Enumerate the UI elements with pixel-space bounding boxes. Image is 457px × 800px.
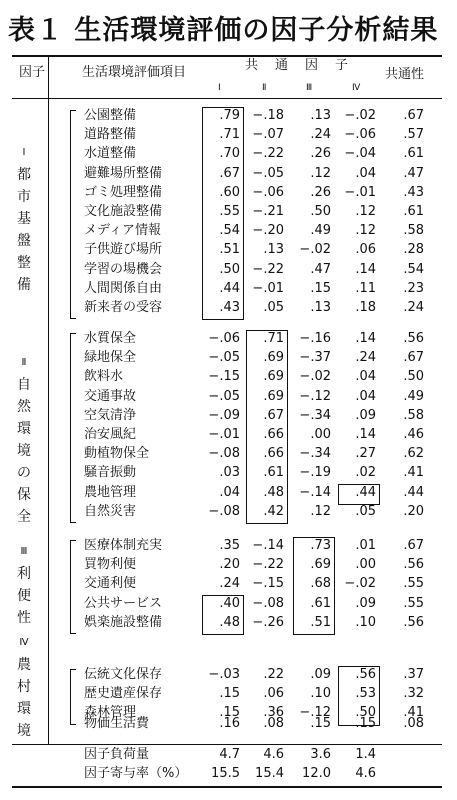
loading-value: −.22 <box>252 261 284 277</box>
loading-value: .79 <box>219 108 240 123</box>
loading-value: .09 <box>310 667 331 682</box>
loading-value: −.16 <box>299 331 331 346</box>
loading-value: .71 <box>219 127 240 143</box>
loading-value: .18 <box>355 300 376 315</box>
group-label-char: 盤 <box>17 233 31 249</box>
loading-value: .69 <box>310 557 331 573</box>
loading-value: −.04 <box>344 146 376 162</box>
loading-value: −.02 <box>344 108 376 123</box>
group-label-char: 境 <box>17 443 31 459</box>
table-summary-rule <box>12 744 442 745</box>
communality-value: .32 <box>403 686 424 702</box>
group-bracket <box>70 669 76 725</box>
group-label-char: 利 <box>17 566 31 582</box>
loading-value: .68 <box>310 576 331 592</box>
communality-value: .61 <box>403 204 424 219</box>
communality-value: .24 <box>403 300 424 315</box>
communality-value: .23 <box>403 280 424 296</box>
loading-value: −.14 <box>252 538 284 553</box>
communality-value: .43 <box>403 184 424 200</box>
loading-value: .71 <box>263 331 284 346</box>
loading-value: .36 <box>263 705 284 721</box>
table-header-rule <box>12 98 442 99</box>
table-row-item: 物価生活費 <box>84 716 150 731</box>
communality-value: .67 <box>403 538 424 553</box>
loading-value: .13 <box>310 108 331 123</box>
loading-value: .15 <box>355 716 376 731</box>
loading-value: .04 <box>355 165 376 181</box>
loading-value: .50 <box>219 261 240 277</box>
summary-label: 因子負荷量 <box>84 747 150 762</box>
group-label-char: 境 <box>17 723 31 739</box>
table-row-item: 騒音振動 <box>84 465 137 481</box>
loading-value: .12 <box>310 165 331 181</box>
group-label-char: 環 <box>17 421 31 437</box>
loading-value: .49 <box>310 223 331 239</box>
loading-value: −.08 <box>208 446 240 462</box>
group-label <box>14 142 34 296</box>
loading-value: .35 <box>219 538 240 553</box>
loading-value: .14 <box>355 261 376 277</box>
loading-value: .48 <box>263 484 284 500</box>
loading-value: −.03 <box>208 667 240 682</box>
table-row-item: 飲料水 <box>84 369 124 385</box>
loading-value: −.01 <box>208 427 240 442</box>
loading-value: .60 <box>219 184 240 200</box>
table-row-item: 自然災害 <box>84 503 137 519</box>
loading-value: .51 <box>219 242 240 258</box>
communality-value: .58 <box>403 407 424 423</box>
summary-value: 1.4 <box>355 747 376 762</box>
loading-value: .47 <box>310 261 331 277</box>
loading-value: .42 <box>263 503 284 519</box>
header-communality: 共通性 <box>385 67 425 82</box>
loading-value: −.22 <box>252 146 284 162</box>
loading-value: −.08 <box>208 503 240 519</box>
loading-value: −.07 <box>252 127 284 143</box>
group-label-char: 村 <box>17 679 31 695</box>
loading-value: .03 <box>219 465 240 481</box>
loading-value: .69 <box>263 350 284 366</box>
table-row-item: ゴミ処理整備 <box>84 184 163 200</box>
group-label <box>14 352 34 528</box>
header-factor: 因子 <box>19 65 46 80</box>
loading-value: .12 <box>355 204 376 219</box>
table-row-item: 交通利便 <box>84 576 137 592</box>
communality-value: .67 <box>403 350 424 366</box>
group-label <box>14 632 34 742</box>
loading-value: .69 <box>263 388 284 404</box>
group-label-char: 備 <box>17 277 31 293</box>
loading-highlight-box <box>202 107 244 320</box>
loading-value: −.34 <box>299 446 331 462</box>
communality-value: .56 <box>403 557 424 573</box>
loading-value: .73 <box>310 538 331 553</box>
loading-value: .66 <box>263 446 284 462</box>
communality-value: .55 <box>403 576 424 592</box>
header-roman-3: Ⅲ <box>306 83 313 93</box>
loading-value: .43 <box>219 300 240 315</box>
communality-value: .41 <box>403 705 424 721</box>
summary-value: 15.4 <box>255 766 284 781</box>
loading-value: .14 <box>355 331 376 346</box>
communality-value: .49 <box>403 388 424 404</box>
communality-value: .46 <box>403 427 424 442</box>
loading-value: .09 <box>355 595 376 611</box>
group-bracket <box>70 540 76 634</box>
group-label-char: 性 <box>17 610 31 626</box>
group-label-char: 市 <box>17 189 31 205</box>
loading-value: .14 <box>355 427 376 442</box>
loading-value: −.02 <box>299 242 331 258</box>
loading-value: .05 <box>263 300 284 315</box>
loading-value: .56 <box>355 667 376 682</box>
loading-value: .12 <box>310 503 331 519</box>
communality-value: .56 <box>403 614 424 630</box>
loading-value: .15 <box>219 686 240 702</box>
loading-highlight-box <box>338 484 380 505</box>
communality-value: .61 <box>403 146 424 162</box>
loading-value: .26 <box>310 184 331 200</box>
group-bracket <box>70 110 76 319</box>
table-row-item: 学習の場機会 <box>84 261 163 277</box>
communality-value: .58 <box>403 223 424 239</box>
loading-value: .50 <box>355 705 376 721</box>
loading-value: −.08 <box>252 595 284 611</box>
communality-value: .56 <box>403 331 424 346</box>
group-label-char: の <box>17 465 31 481</box>
table-row-item: 森林管理 <box>84 705 137 721</box>
communality-value: .62 <box>403 446 424 462</box>
communality-value: .55 <box>403 595 424 611</box>
loading-value: −.15 <box>252 576 284 592</box>
table-row-item: 動植物保全 <box>84 446 150 462</box>
loading-highlight-box <box>202 595 244 635</box>
loading-value: .20 <box>219 557 240 573</box>
group-label-char: 然 <box>17 399 31 415</box>
loading-value: .51 <box>310 614 331 630</box>
loading-value: −.14 <box>299 484 331 500</box>
loading-value: .69 <box>263 369 284 385</box>
loading-value: .70 <box>219 146 240 162</box>
loading-value: −.12 <box>299 705 331 721</box>
loading-value: .15 <box>310 716 331 731</box>
group-label-char: 整 <box>17 255 31 271</box>
loading-value: −.21 <box>252 204 284 219</box>
loading-value: .06 <box>355 242 376 258</box>
group-label-roman: Ⅰ <box>22 147 26 158</box>
group-bracket <box>70 333 76 523</box>
communality-value: .41 <box>403 465 424 481</box>
loading-value: .10 <box>310 686 331 702</box>
loading-value: −.06 <box>252 184 284 200</box>
loading-value: −.18 <box>252 108 284 123</box>
summary-value: 3.6 <box>310 747 331 762</box>
loading-value: .02 <box>355 465 376 481</box>
loading-highlight-box <box>246 330 288 524</box>
loading-value: −.01 <box>344 184 376 200</box>
group-label <box>14 541 34 629</box>
loading-value: −.01 <box>252 280 284 296</box>
table-row-item: 道路整備 <box>84 127 137 143</box>
group-label-roman: Ⅲ <box>20 546 28 557</box>
loading-value: −.26 <box>252 614 284 630</box>
loading-highlight-box <box>293 537 335 635</box>
header-roman-4: Ⅳ <box>352 83 361 93</box>
table-row-item: 子供遊び場所 <box>84 242 163 258</box>
loading-value: −.02 <box>299 369 331 385</box>
table-row-item: 交通事故 <box>84 388 137 404</box>
table-top-rule <box>12 55 442 57</box>
loading-value: .61 <box>310 595 331 611</box>
loading-value: .13 <box>310 300 331 315</box>
loading-value: .67 <box>263 407 284 423</box>
communality-value: .50 <box>403 369 424 385</box>
loading-value: −.06 <box>208 331 240 346</box>
loading-value: .27 <box>355 446 376 462</box>
loading-value: .04 <box>219 484 240 500</box>
table-row-item: メディア情報 <box>84 223 161 239</box>
table-row-item: 医療体制充実 <box>84 538 163 553</box>
loading-value: .24 <box>310 127 331 143</box>
loading-value: .24 <box>219 576 240 592</box>
communality-value: .47 <box>403 165 424 181</box>
summary-label: 因子寄与率（%） <box>84 766 188 781</box>
table-row-item: 人間関係自由 <box>84 280 163 296</box>
loading-value: −.19 <box>299 465 331 481</box>
header-roman-2: Ⅱ <box>262 83 267 93</box>
table-row-item: 農地管理 <box>84 484 137 500</box>
loading-value: −.22 <box>252 557 284 573</box>
loading-value: −.34 <box>299 407 331 423</box>
communality-value: .57 <box>403 127 424 143</box>
summary-value: 4.6 <box>355 766 376 781</box>
table-row-item: 公共サービス <box>84 595 163 611</box>
table-bottom-rule <box>12 786 442 788</box>
communality-value: .44 <box>403 484 424 500</box>
loading-value: .61 <box>263 465 284 481</box>
loading-value: .48 <box>219 614 240 630</box>
communality-value: .28 <box>403 242 424 258</box>
table-row-item: 歴史遺産保存 <box>84 686 163 702</box>
loading-value: .16 <box>219 716 240 731</box>
header-roman-1: Ⅰ <box>218 83 221 93</box>
loading-value: .08 <box>263 716 284 731</box>
group-label-char: 全 <box>17 509 31 525</box>
loading-value: .50 <box>310 204 331 219</box>
loading-value: .15 <box>310 280 331 296</box>
communality-value: .20 <box>403 503 424 519</box>
page-title: 表１ 生活環境評価の因子分析結果 <box>8 15 439 46</box>
group-label-char: 環 <box>17 701 31 717</box>
group-label-roman: Ⅱ <box>21 357 27 368</box>
loading-value: .66 <box>263 427 284 442</box>
communality-value: .08 <box>403 716 424 731</box>
loading-value: .22 <box>263 667 284 682</box>
table-row-item: 買物利便 <box>84 557 137 573</box>
loading-value: .04 <box>355 369 376 385</box>
factor-column-divider <box>48 55 49 745</box>
communality-value: .37 <box>403 667 424 682</box>
loading-value: .53 <box>355 686 376 702</box>
group-label-char: 便 <box>17 588 31 604</box>
group-label-roman: Ⅳ <box>19 637 29 648</box>
loading-value: −.15 <box>208 369 240 385</box>
group-label-char: 保 <box>17 487 31 503</box>
loading-value: .11 <box>355 280 376 296</box>
summary-value: 15.5 <box>211 766 240 781</box>
loading-value: −.09 <box>208 407 240 423</box>
table-row-item: 避難場所整備 <box>84 165 163 181</box>
loading-value: .67 <box>219 165 240 181</box>
loading-value: .05 <box>355 503 376 519</box>
loading-value: −.12 <box>299 388 331 404</box>
loading-value: .44 <box>219 280 240 296</box>
loading-value: .54 <box>219 223 240 239</box>
summary-value: 4.7 <box>219 747 240 762</box>
loading-value: .26 <box>310 146 331 162</box>
loading-value: .15 <box>219 705 240 721</box>
table-row-item: 空気清浄 <box>84 407 137 423</box>
table-row-item: 緑地保全 <box>84 350 137 366</box>
table-row-item: 娯楽施設整備 <box>84 614 163 630</box>
loading-value: −.02 <box>344 576 376 592</box>
summary-value: 4.6 <box>263 747 284 762</box>
table-row-item: 文化施設整備 <box>84 204 163 219</box>
table-row-item: 水道整備 <box>84 146 137 162</box>
header-item: 生活環境評価項目 <box>82 65 187 80</box>
loading-value: .24 <box>355 350 376 366</box>
loading-value: .55 <box>219 204 240 219</box>
communality-value: .54 <box>403 261 424 277</box>
loading-value: .10 <box>355 614 376 630</box>
loading-value: −.05 <box>252 165 284 181</box>
loading-value: .06 <box>263 686 284 702</box>
loading-value: −.06 <box>344 127 376 143</box>
loading-value: .09 <box>355 407 376 423</box>
loading-value: −.37 <box>299 350 331 366</box>
group-label-char: 自 <box>17 377 31 393</box>
loading-value: .01 <box>355 538 376 553</box>
loading-value: −.05 <box>208 350 240 366</box>
summary-value: 12.0 <box>302 766 331 781</box>
group-label-char: 農 <box>17 657 31 673</box>
table-row-item: 治安風紀 <box>84 427 137 442</box>
group-label-char: 基 <box>17 211 31 227</box>
group-label-char: 都 <box>17 167 31 183</box>
loading-value: .44 <box>355 484 376 500</box>
loading-value: .12 <box>355 223 376 239</box>
table-row-item: 新来者の受容 <box>84 300 163 315</box>
table-row-item: 伝統文化保存 <box>84 667 163 682</box>
table-row-item: 公園整備 <box>84 108 137 123</box>
loading-value: −.05 <box>208 388 240 404</box>
loading-value: .04 <box>355 388 376 404</box>
loading-value: .40 <box>219 595 240 611</box>
loading-value: .13 <box>263 242 284 258</box>
header-common-factor: 共 通 因 子 <box>245 58 351 73</box>
loading-value: −.20 <box>252 223 284 239</box>
table-row-item: 水質保全 <box>84 331 137 346</box>
loading-value: .00 <box>355 557 376 573</box>
loading-value: .00 <box>310 427 331 442</box>
communality-value: .67 <box>403 108 424 123</box>
